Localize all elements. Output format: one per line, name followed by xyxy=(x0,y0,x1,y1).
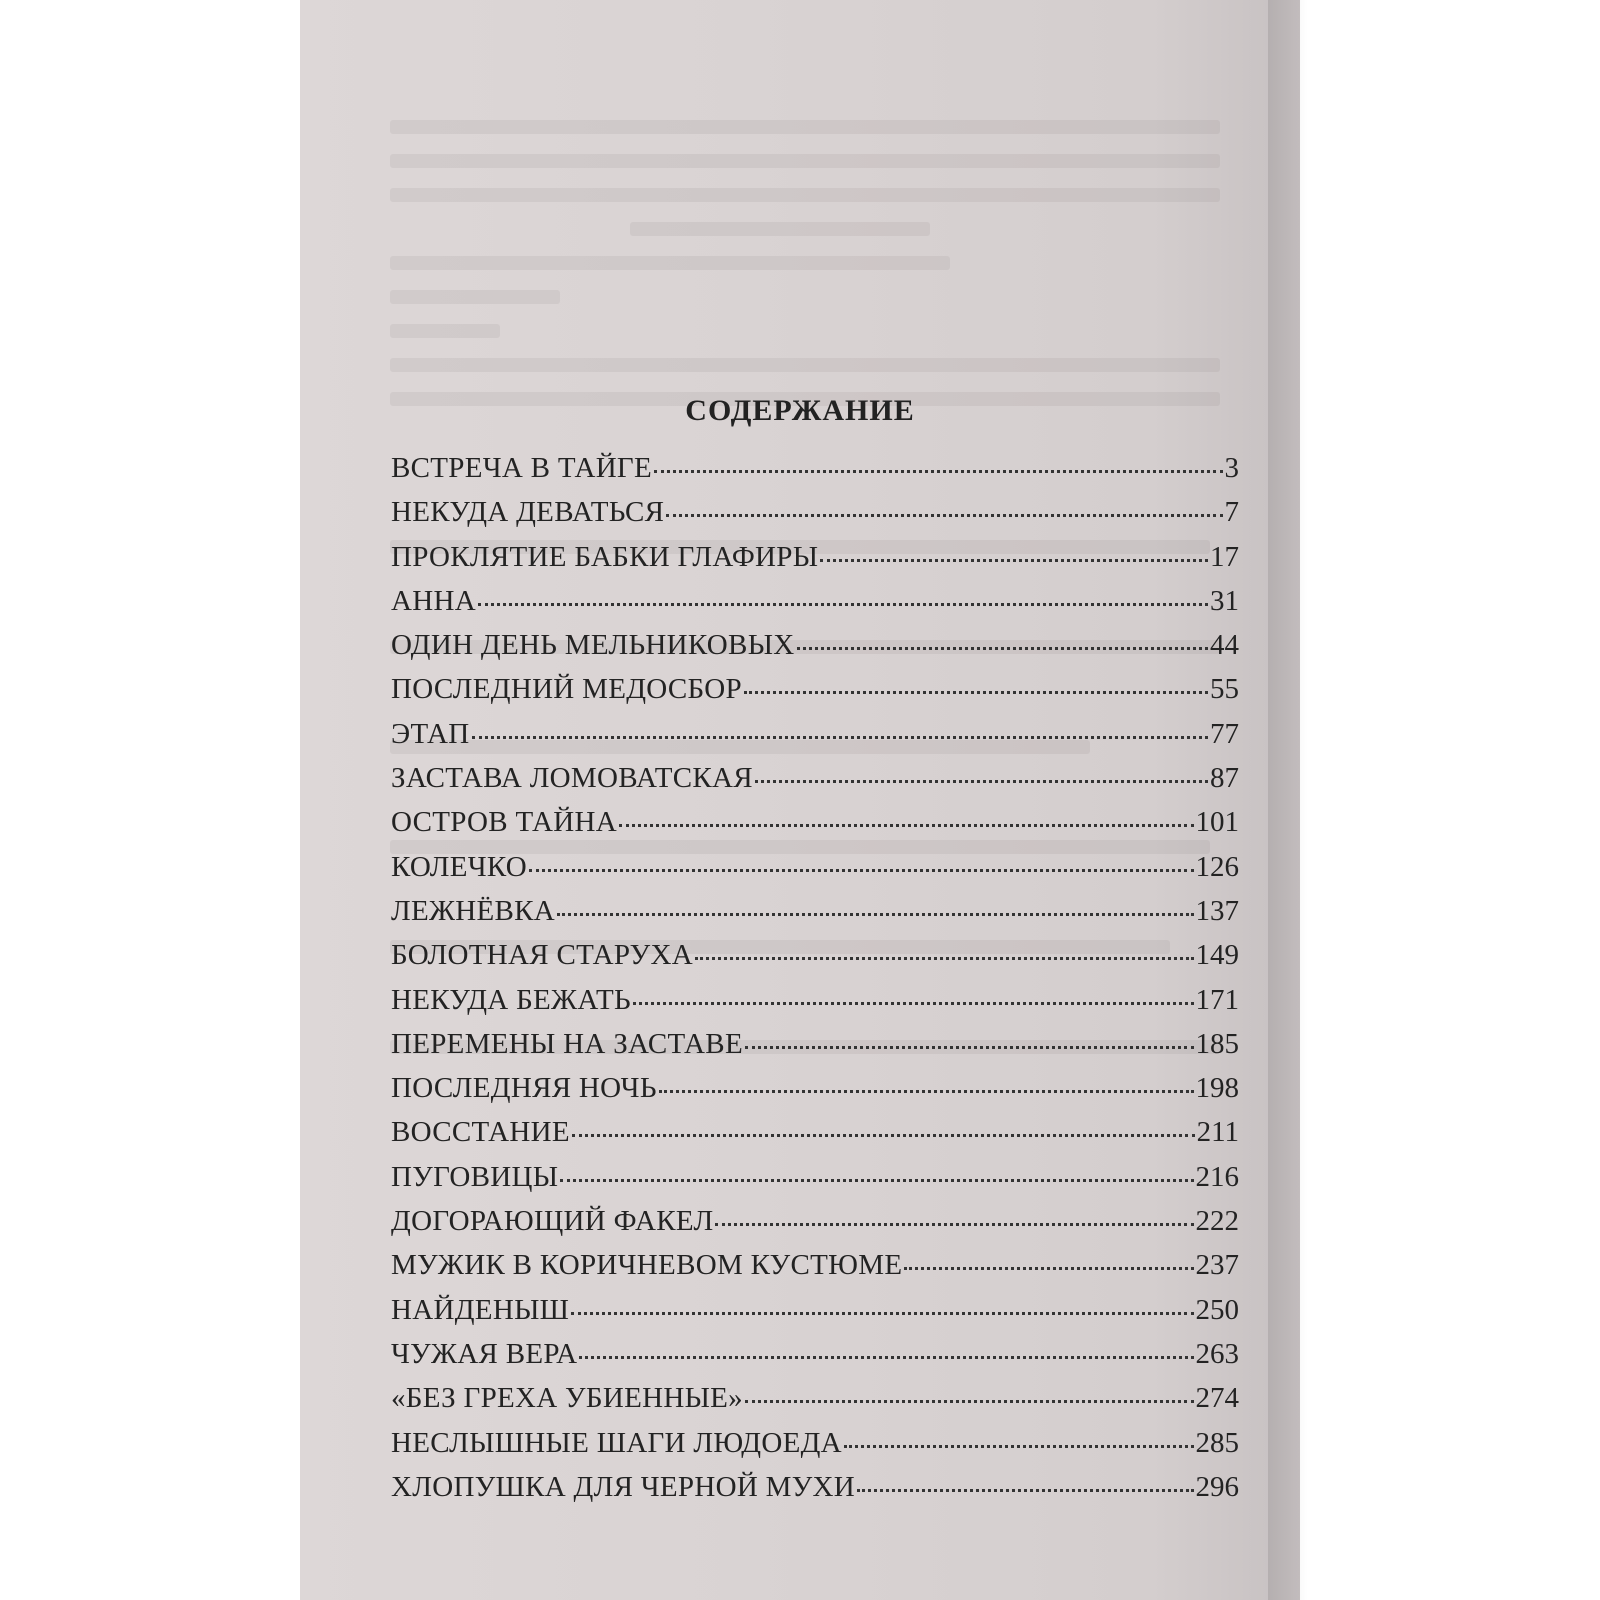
toc-page-number: 126 xyxy=(1195,850,1239,883)
toc-entry-title: ПОСЛЕДНЯЯ НОЧЬ xyxy=(391,1072,657,1105)
toc-list xyxy=(391,452,1239,1515)
toc-entry-title: ВСТРЕЧА В ТАЙГЕ xyxy=(391,452,653,484)
toc-entry-title: ВОССТАНИЕ xyxy=(391,1116,570,1149)
toc-entry xyxy=(391,1072,1239,1116)
toc-entry-title: ПЕРЕМЕНЫ НА ЗАСТАВЕ xyxy=(391,1027,743,1060)
toc-leader-dots xyxy=(633,1001,1193,1005)
page-edge-shadow xyxy=(1268,0,1308,1600)
toc-leader-dots xyxy=(572,1133,1195,1137)
toc-page-number: 211 xyxy=(1196,1116,1239,1149)
toc-entry-title: ХЛОПУШКА ДЛЯ ЧЕРНОЙ МУХИ xyxy=(391,1470,856,1503)
toc-entry xyxy=(391,452,1239,496)
toc-entry-title: НЕКУДА ДЕВАТЬСЯ xyxy=(391,496,665,529)
toc-entry-title: ПОСЛЕДНИЙ МЕДОСБОР xyxy=(391,673,742,706)
toc-entry xyxy=(391,1294,1239,1338)
toc-entry xyxy=(391,895,1239,939)
toc-leader-dots xyxy=(529,868,1193,872)
toc-entry xyxy=(391,541,1239,585)
toc-entry xyxy=(391,1205,1239,1249)
toc-entry xyxy=(391,585,1239,629)
toc-entry xyxy=(391,1028,1239,1072)
toc-page-number: 77 xyxy=(1210,717,1239,750)
toc-entry xyxy=(391,939,1239,983)
toc-entry xyxy=(391,1382,1239,1426)
toc-entry xyxy=(391,1427,1239,1471)
toc-page-number: 237 xyxy=(1195,1249,1239,1282)
toc-entry-title: АННА xyxy=(391,584,476,617)
toc-leader-dots xyxy=(904,1266,1193,1270)
toc-entry-title: НЕСЛЫШНЫЕ ШАГИ ЛЮДОЕДА xyxy=(391,1426,842,1459)
toc-page-number: 137 xyxy=(1195,894,1239,927)
toc-entry-title: ЛЕЖНЁВКА xyxy=(391,894,556,927)
toc-entry xyxy=(391,1249,1239,1293)
toc-page-number: 101 xyxy=(1195,806,1239,839)
toc-page-number: 222 xyxy=(1195,1205,1239,1238)
toc-leader-dots xyxy=(745,1045,1194,1049)
toc-leader-dots xyxy=(579,1355,1193,1359)
toc-entry-title: ДОГОРАЮЩИЙ ФАКЕЛ xyxy=(391,1205,714,1238)
toc-leader-dots xyxy=(654,469,1222,473)
toc-entry xyxy=(391,984,1239,1028)
toc-entry xyxy=(391,673,1239,717)
toc-leader-dots xyxy=(478,602,1208,606)
toc-entry xyxy=(391,762,1239,806)
toc-leader-dots xyxy=(560,1178,1193,1182)
toc-page-number: 17 xyxy=(1210,540,1239,573)
toc-page-number: 263 xyxy=(1195,1337,1239,1370)
toc-leader-dots xyxy=(659,1089,1194,1093)
toc-page-number: 171 xyxy=(1195,983,1239,1016)
toc-page-number: 3 xyxy=(1224,452,1239,484)
toc-entry-title: ПРОКЛЯТИЕ БАБКИ ГЛАФИРЫ xyxy=(391,540,819,573)
toc-entry xyxy=(391,1116,1239,1160)
toc-entry-title: «БЕЗ ГРЕХА УБИЕННЫЕ» xyxy=(391,1382,743,1415)
toc-leader-dots xyxy=(820,558,1208,562)
toc-entry-title: ЧУЖАЯ ВЕРА xyxy=(391,1337,578,1370)
toc-entry-title: НАЙДЕНЫШ xyxy=(391,1293,570,1326)
toc-entry xyxy=(391,806,1239,850)
toc-page-number: 44 xyxy=(1210,629,1239,662)
toc-leader-dots xyxy=(557,912,1193,916)
toc-page-number: 87 xyxy=(1210,762,1239,795)
toc-leader-dots xyxy=(666,513,1222,517)
toc-leader-dots xyxy=(755,779,1208,783)
toc-leader-dots xyxy=(472,735,1208,739)
toc-entry xyxy=(391,851,1239,895)
toc-entry xyxy=(391,1471,1239,1515)
toc-page-number: 55 xyxy=(1210,673,1239,706)
toc-leader-dots xyxy=(695,956,1194,960)
toc-entry-title: КОЛЕЧКО xyxy=(391,850,528,883)
toc-entry-title: ОСТРОВ ТАЙНА xyxy=(391,806,618,839)
toc-entry xyxy=(391,629,1239,673)
toc-entry-title: ОДИН ДЕНЬ МЕЛЬНИКОВЫХ xyxy=(391,629,795,662)
toc-entry-title: ЗАСТАВА ЛОМОВАТСКАЯ xyxy=(391,762,753,795)
toc-page-number: 7 xyxy=(1224,496,1239,529)
toc-entry-title: БОЛОТНАЯ СТАРУХА xyxy=(391,939,693,972)
toc-entry-title: МУЖИК В КОРИЧНЕВОМ КУСТЮМЕ xyxy=(391,1249,903,1282)
toc-leader-dots xyxy=(745,1399,1194,1403)
toc-page-number: 274 xyxy=(1195,1382,1239,1415)
toc-leader-dots xyxy=(857,1488,1193,1492)
toc-page-number: 250 xyxy=(1195,1293,1239,1326)
toc-entry xyxy=(391,1161,1239,1205)
toc-entry-title: ПУГОВИЦЫ xyxy=(391,1160,559,1193)
toc-leader-dots xyxy=(744,690,1208,694)
toc-leader-dots xyxy=(715,1222,1193,1226)
toc-leader-dots xyxy=(619,823,1193,827)
toc-page-number: 296 xyxy=(1195,1470,1239,1503)
toc-page-number: 149 xyxy=(1195,939,1239,972)
toc-entry xyxy=(391,1338,1239,1382)
toc-page-number: 185 xyxy=(1195,1027,1239,1060)
toc-entry-title: НЕКУДА БЕЖАТЬ xyxy=(391,983,632,1016)
toc-entry xyxy=(391,496,1239,540)
toc-entry-title: ЭТАП xyxy=(391,717,470,750)
toc-page-number: 216 xyxy=(1195,1160,1239,1193)
toc-page-number: 31 xyxy=(1210,584,1239,617)
toc-leader-dots xyxy=(797,646,1208,650)
toc-leader-dots xyxy=(571,1311,1193,1315)
toc-page-number: 285 xyxy=(1195,1426,1239,1459)
toc-title: СОДЕРЖАНИЕ xyxy=(685,394,915,427)
toc-leader-dots xyxy=(844,1444,1194,1448)
toc-page-number: 198 xyxy=(1195,1072,1239,1105)
toc-entry xyxy=(391,718,1239,762)
